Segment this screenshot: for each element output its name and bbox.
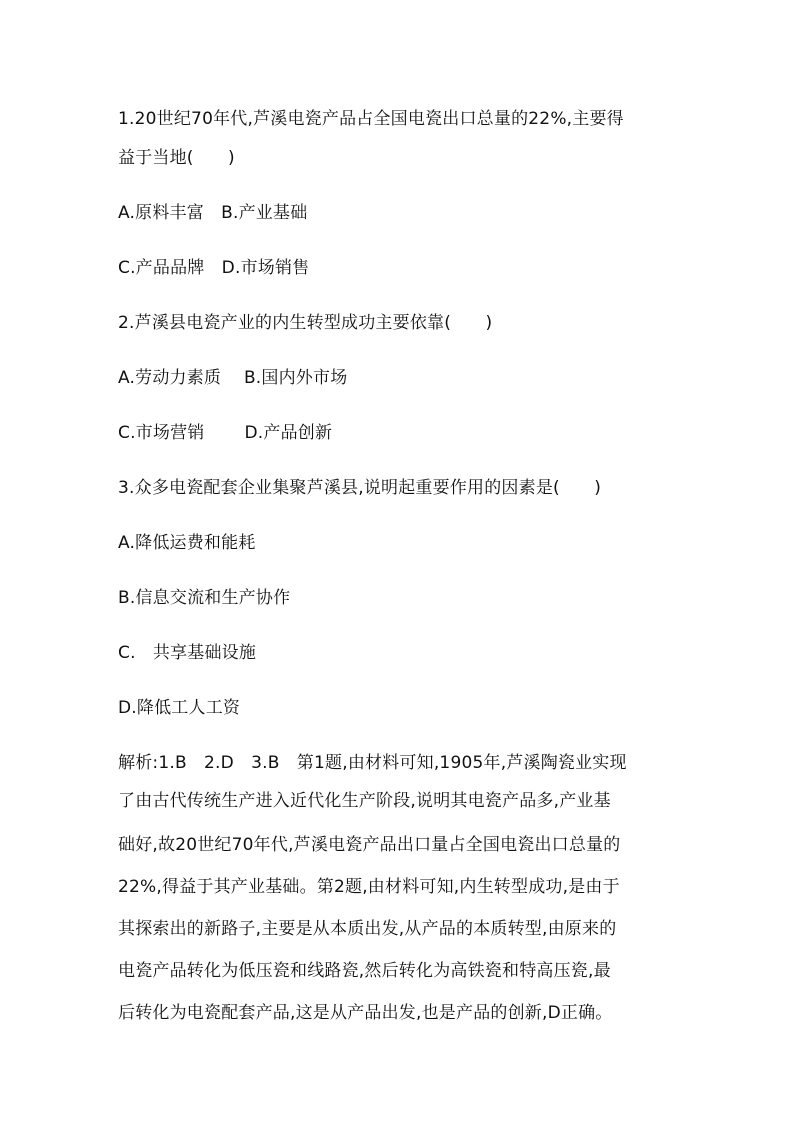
question-3-option-b: B.信息交流和生产协作 <box>118 588 291 608</box>
question-3-stem: 3.众多电瓷配套企业集聚芦溪县,说明起重要作用的因素是( ) <box>118 478 602 498</box>
analysis-line-1: 解析:1.B 2.D 3.B 第1题,由材料可知,1905年,芦溪陶瓷业实现 <box>118 753 627 773</box>
analysis-line-6: 电瓷产品转化为低压瓷和线路瓷,然后转化为高铁瓷和特高压瓷,最 <box>118 961 611 981</box>
analysis-line-5: 其探索出的新路子,主要是从本质出发,从产品的本质转型,由原来的 <box>118 919 617 939</box>
question-1-options-ab: A.原料丰富 B.产业基础 <box>118 203 308 223</box>
question-3-option-a: A.降低运费和能耗 <box>118 533 256 553</box>
question-1-options-cd: C.产品品牌 D.市场销售 <box>118 258 310 278</box>
question-2-options-ab: A.劳动力素质 B.国内外市场 <box>118 368 348 388</box>
question-3-option-c: C. 共享基础设施 <box>118 643 257 663</box>
analysis-line-3: 础好,故20世纪70年代,芦溪电瓷产品出口量占全国电瓷出口总量的 <box>118 835 621 855</box>
analysis-line-4: 22%,得益于其产业基础。第2题,由材料可知,内生转型成功,是由于 <box>118 877 620 897</box>
analysis-line-2: 了由古代传统生产进入近代化生产阶段,说明其电瓷产品多,产业基 <box>118 791 611 811</box>
question-2-options-cd: C.市场营销 D.产品创新 <box>118 423 333 443</box>
question-1-stem-line-1: 1.20世纪70年代,芦溪电瓷产品占全国电瓷出口总量的22%,主要得 <box>118 109 624 129</box>
analysis-line-7: 后转化为电瓷配套产品,这是从产品出发,也是产品的创新,D正确。 <box>118 1003 613 1023</box>
question-2-stem: 2.芦溪县电瓷产业的内生转型成功主要依靠( ) <box>118 313 493 333</box>
question-3-option-d: D.降低工人工资 <box>118 698 241 718</box>
question-1-stem-line-2: 益于当地( ) <box>118 148 235 168</box>
